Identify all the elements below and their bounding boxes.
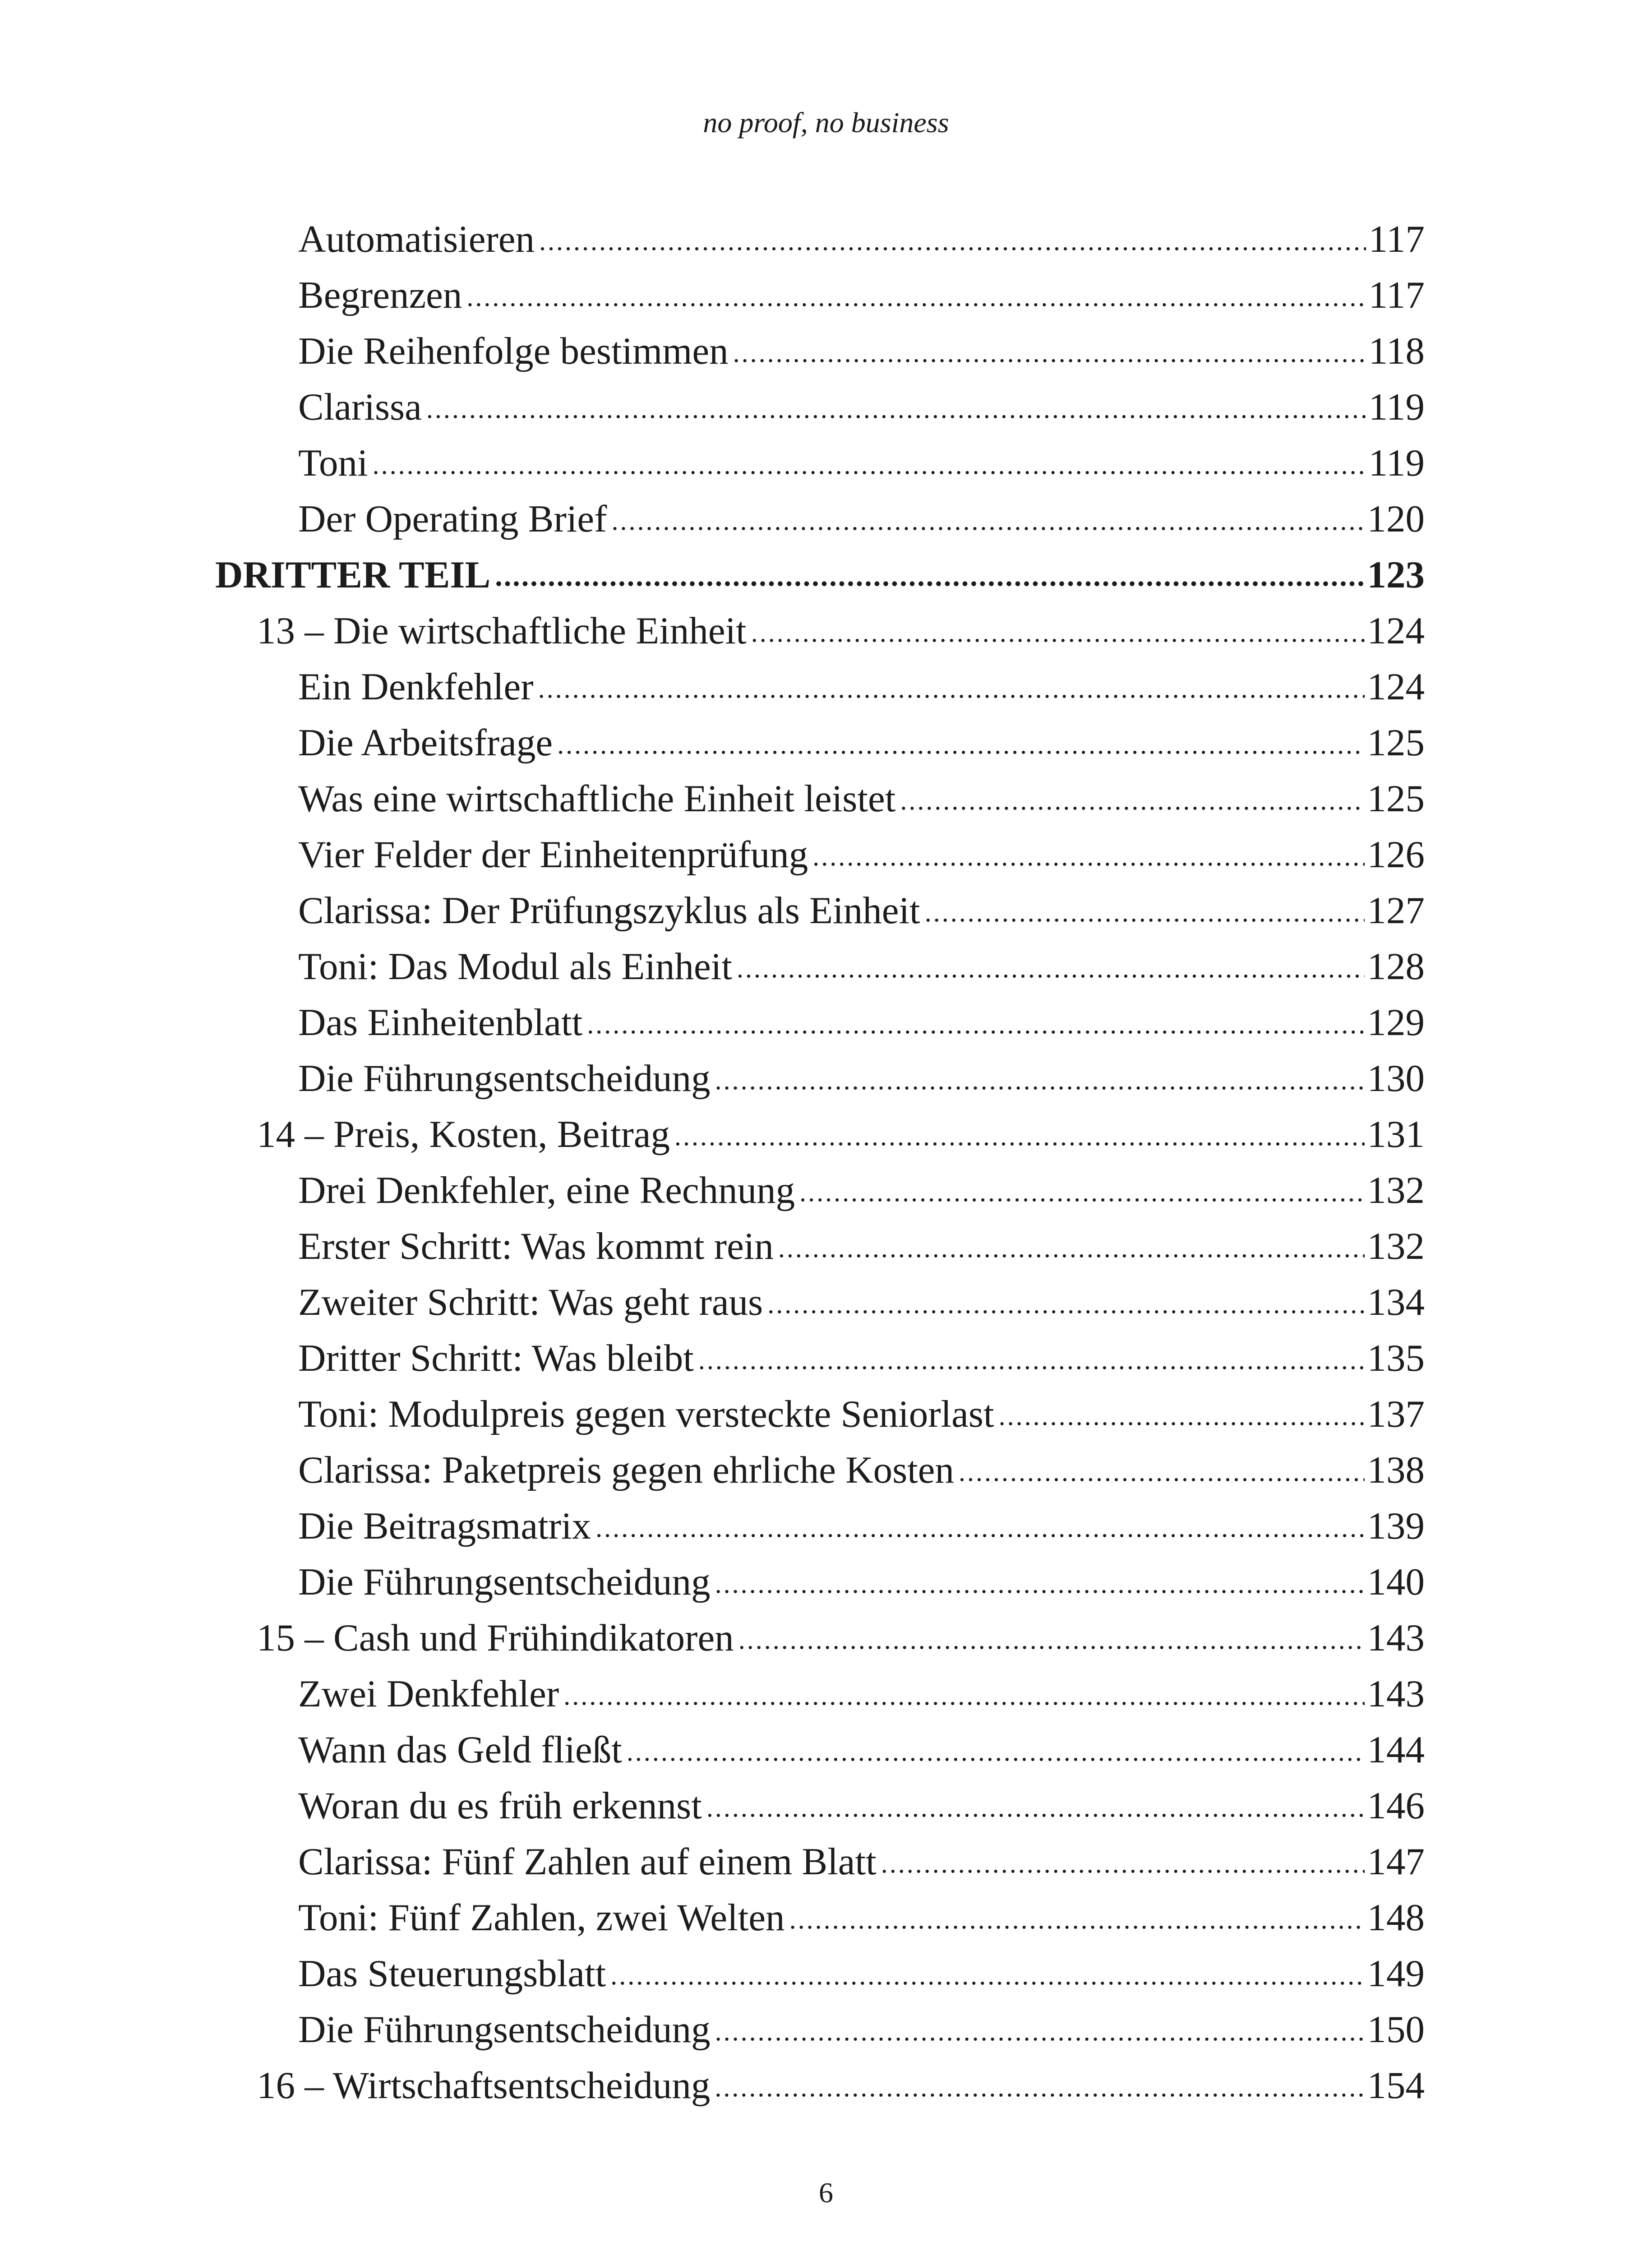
toc-dot-leader <box>799 1164 1364 1220</box>
toc-section-entry <box>0 994 1652 1050</box>
toc-entry-title: Clarissa <box>298 386 422 428</box>
toc-entry-title: DRITTER TEIL <box>215 554 491 596</box>
toc-dot-leader <box>925 884 1365 940</box>
toc-dot-leader <box>900 772 1364 828</box>
toc-entry-page-number: 129 <box>1367 1001 1425 1044</box>
toc-dot-leader <box>610 1947 1364 2003</box>
toc-section-entry <box>0 435 1652 491</box>
toc-entry-title: 14 – Preis, Kosten, Beitrag <box>257 1113 670 1156</box>
toc-section-entry <box>0 1050 1652 1106</box>
toc-entry-page-number: 118 <box>1368 330 1425 372</box>
toc-entry-page-number: 150 <box>1367 2008 1425 2051</box>
toc-entry-page-number: 138 <box>1367 1449 1425 1491</box>
toc-entry-title: Zwei Denkfehler <box>298 1673 559 1715</box>
toc-dot-leader <box>627 1724 1365 1780</box>
toc-entry-title: 16 – Wirtschaftsentscheidung <box>257 2064 711 2107</box>
toc-entry-page-number: 124 <box>1367 610 1425 652</box>
toc-entry-title: Zweiter Schritt: Was geht raus <box>298 1281 763 1323</box>
toc-chapter-entry <box>0 1106 1652 1162</box>
toc-entry-title: 13 – Die wirtschaftliche Einheit <box>257 610 747 652</box>
toc-section-entry <box>0 1386 1652 1442</box>
toc-entry-title: Erster Schritt: Was kommt rein <box>298 1225 774 1267</box>
toc-entry-page-number: 143 <box>1367 1673 1425 1715</box>
toc-section-entry <box>0 1162 1652 1218</box>
toc-entry-title: Wann das Geld fließt <box>298 1729 622 1771</box>
toc-entry-title: Toni: Modulpreis gegen versteckte Seniorlast <box>298 1393 994 1435</box>
toc-dot-leader <box>539 213 1366 269</box>
toc-dot-leader <box>959 1444 1364 1500</box>
toc-section-entry <box>0 883 1652 938</box>
toc-dot-leader <box>715 2003 1365 2059</box>
toc-entry-page-number: 147 <box>1367 1840 1425 1883</box>
page-number: 6 <box>819 2177 833 2209</box>
toc-chapter-entry <box>0 1610 1652 1666</box>
toc-entry-title: Toni: Fünf Zahlen, zwei Welten <box>298 1896 785 1939</box>
table-of-contents <box>0 211 1652 2113</box>
toc-entry-title: Die Führungsentscheidung <box>298 1057 711 1100</box>
toc-section-entry <box>0 491 1652 547</box>
toc-entry-page-number: 127 <box>1367 889 1425 932</box>
toc-entry-page-number: 117 <box>1368 274 1425 316</box>
toc-dot-leader <box>999 1388 1365 1444</box>
toc-entry-page-number: 146 <box>1367 1784 1425 1827</box>
toc-dot-leader <box>715 1556 1365 1612</box>
toc-entry-page-number: 125 <box>1367 777 1425 820</box>
toc-section-entry <box>0 1834 1652 1890</box>
toc-entry-page-number: 130 <box>1367 1057 1425 1100</box>
toc-entry-title: Das Einheitenblatt <box>298 1001 583 1044</box>
toc-dot-leader <box>751 605 1365 661</box>
toc-section-entry <box>0 379 1652 435</box>
toc-dot-leader <box>587 996 1364 1052</box>
toc-section-entry <box>0 827 1652 883</box>
toc-dot-leader <box>495 548 1364 604</box>
toc-dot-leader <box>733 325 1366 381</box>
toc-section-entry <box>0 938 1652 994</box>
toc-entry-page-number: 144 <box>1367 1729 1425 1771</box>
toc-entry-title: 15 – Cash und Frühindikatoren <box>257 1617 734 1659</box>
toc-entry-page-number: 139 <box>1367 1505 1425 1547</box>
toc-dot-leader <box>778 1220 1365 1276</box>
toc-entry-title: Drei Denkfehler, eine Rechnung <box>298 1169 795 1211</box>
toc-entry-page-number: 131 <box>1367 1113 1425 1156</box>
toc-entry-page-number: 154 <box>1367 2064 1425 2107</box>
toc-section-entry <box>0 1442 1652 1498</box>
toc-chapter-entry <box>0 603 1652 659</box>
toc-dot-leader <box>789 1891 1365 1947</box>
toc-entry-page-number: 126 <box>1367 833 1425 876</box>
toc-dot-leader <box>715 2059 1364 2115</box>
toc-entry-title: Dritter Schritt: Was bleibt <box>298 1337 694 1379</box>
toc-section-entry <box>0 2002 1652 2057</box>
toc-dot-leader <box>466 269 1366 325</box>
toc-entry-page-number: 119 <box>1368 386 1425 428</box>
toc-entry-page-number: 125 <box>1367 721 1425 764</box>
toc-entry-page-number: 143 <box>1367 1617 1425 1659</box>
toc-dot-leader <box>595 1500 1364 1556</box>
toc-entry-page-number: 117 <box>1368 218 1425 260</box>
toc-dot-leader <box>738 1612 1365 1668</box>
toc-entry-title: Vier Felder der Einheitenprüfung <box>298 833 808 876</box>
toc-entry-title: Toni <box>298 442 368 484</box>
toc-entry-title: Ein Denkfehler <box>298 666 534 708</box>
toc-entry-page-number: 134 <box>1367 1281 1425 1323</box>
toc-entry-page-number: 148 <box>1367 1896 1425 1939</box>
toc-section-entry <box>0 1722 1652 1778</box>
toc-section-entry <box>0 1890 1652 1946</box>
toc-dot-leader <box>812 828 1364 884</box>
toc-entry-title: Die Beitragsmatrix <box>298 1505 591 1547</box>
toc-dot-leader <box>767 1276 1364 1332</box>
toc-entry-page-number: 128 <box>1367 945 1425 988</box>
toc-entry-page-number: 149 <box>1367 1952 1425 1995</box>
toc-entry-page-number: 124 <box>1367 666 1425 708</box>
toc-section-entry <box>0 1274 1652 1330</box>
toc-entry-page-number: 132 <box>1367 1169 1425 1211</box>
toc-dot-leader <box>674 1108 1365 1164</box>
toc-entry-title: Begrenzen <box>298 274 462 316</box>
toc-entry-title: Das Steuerungsblatt <box>298 1952 606 1995</box>
toc-section-entry <box>0 323 1652 379</box>
toc-entry-title: Die Reihenfolge bestimmen <box>298 330 729 372</box>
toc-entry-title: Der Operating Brief <box>298 498 607 540</box>
toc-section-entry <box>0 211 1652 267</box>
toc-dot-leader <box>557 717 1364 772</box>
toc-entry-title: Die Führungsentscheidung <box>298 1561 711 1603</box>
toc-section-entry <box>0 1666 1652 1722</box>
toc-section-entry <box>0 267 1652 323</box>
toc-section-entry <box>0 771 1652 827</box>
toc-dot-leader <box>563 1668 1364 1724</box>
toc-entry-title: Die Führungsentscheidung <box>298 2008 711 2051</box>
toc-entry-page-number: 140 <box>1367 1561 1425 1603</box>
running-head: no proof, no business <box>703 106 949 139</box>
toc-section-entry <box>0 1498 1652 1554</box>
toc-dot-leader <box>698 1332 1365 1388</box>
toc-entry-page-number: 123 <box>1367 554 1425 596</box>
toc-dot-leader <box>881 1835 1365 1891</box>
toc-entry-title: Die Arbeitsfrage <box>298 721 553 764</box>
toc-entry-title: Woran du es früh erkennst <box>298 1784 702 1827</box>
toc-entry-page-number: 119 <box>1368 442 1425 484</box>
toc-entry-title: Clarissa: Paketpreis gegen ehrliche Kosten <box>298 1449 955 1491</box>
toc-part-heading <box>0 547 1652 603</box>
toc-entry-page-number: 135 <box>1367 1337 1425 1379</box>
toc-section-entry <box>0 1778 1652 1834</box>
toc-dot-leader <box>611 493 1364 549</box>
toc-dot-leader <box>538 661 1365 717</box>
toc-entry-page-number: 120 <box>1367 498 1425 540</box>
toc-dot-leader <box>737 940 1364 996</box>
toc-entry-title: Toni: Das Modul als Einheit <box>298 945 733 988</box>
toc-section-entry <box>0 1330 1652 1386</box>
toc-dot-leader <box>715 1052 1365 1108</box>
toc-chapter-entry <box>0 2057 1652 2113</box>
toc-dot-leader <box>426 381 1366 437</box>
toc-section-entry <box>0 1218 1652 1274</box>
toc-entry-title: Was eine wirtschaftliche Einheit leistet <box>298 777 896 820</box>
toc-dot-leader <box>373 437 1366 493</box>
toc-section-entry <box>0 659 1652 715</box>
toc-entry-title: Automatisieren <box>298 218 535 260</box>
toc-entry-title: Clarissa: Fünf Zahlen auf einem Blatt <box>298 1840 877 1883</box>
toc-section-entry <box>0 1554 1652 1610</box>
toc-entry-page-number: 137 <box>1367 1393 1425 1435</box>
toc-section-entry <box>0 1946 1652 2002</box>
toc-dot-leader <box>706 1780 1365 1835</box>
toc-entry-title: Clarissa: Der Prüfungszyklus als Einheit <box>298 889 920 932</box>
toc-section-entry <box>0 715 1652 771</box>
toc-entry-page-number: 132 <box>1367 1225 1425 1267</box>
